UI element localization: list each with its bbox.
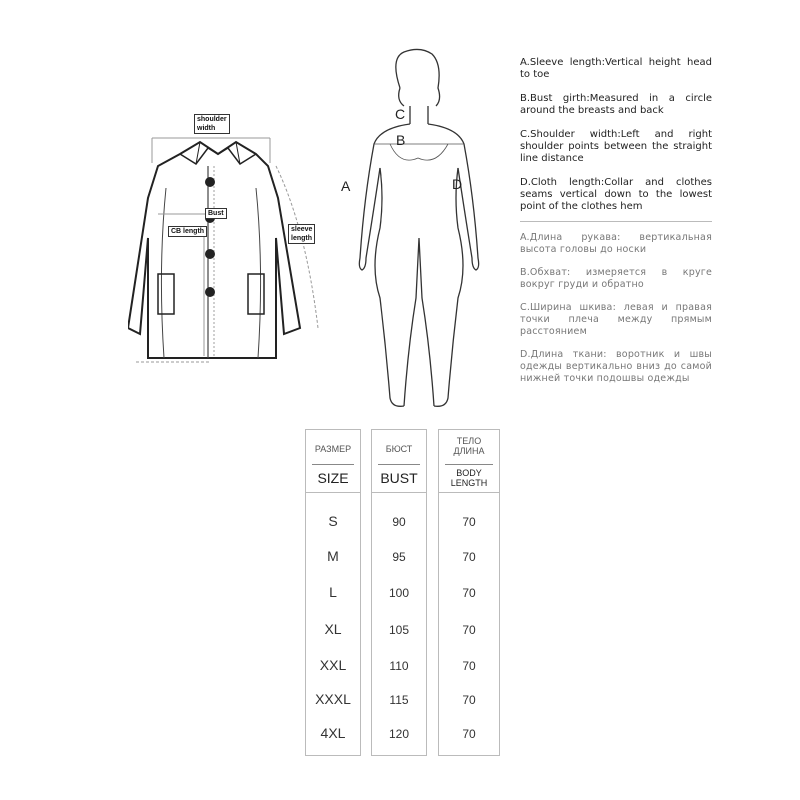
bust-cell: 95 — [392, 550, 406, 564]
size-cell: M — [327, 548, 339, 564]
bust-label: Bust — [205, 208, 227, 219]
length-cell: 70 — [462, 586, 476, 600]
bust-cell: 115 — [389, 693, 409, 707]
notes-russian — [520, 232, 712, 396]
length-cell: 70 — [462, 727, 476, 741]
bust-cell: 120 — [388, 727, 410, 741]
size-column — [305, 429, 361, 756]
length-cell: 70 — [462, 550, 476, 564]
size-cell: L — [329, 584, 337, 600]
header-divider — [439, 492, 499, 493]
bust-header-ru: БЮСТ — [385, 444, 413, 454]
length-cell: 70 — [462, 623, 476, 637]
length-cell: 70 — [462, 659, 476, 673]
body-length-column — [438, 429, 500, 756]
note-cloth-length: D.Cloth length:Collar and clothes seams vertical down to the lowest point of the clothes hem — [520, 177, 712, 212]
shoulder-width-label: shoulder width — [194, 114, 230, 134]
letter-d: D — [452, 176, 463, 192]
size-header-en: SIZE — [317, 470, 349, 486]
notes-english — [520, 57, 712, 225]
header-underline — [312, 464, 354, 465]
letter-c: C — [395, 106, 406, 122]
note-ru-bust: B.Обхват: измеряется в круге вокруг груди и обратно — [520, 267, 712, 290]
header-divider — [372, 492, 426, 493]
sleeve-length-label: sleeve length — [288, 224, 315, 244]
divider — [520, 221, 712, 222]
size-cell: 4XL — [320, 725, 346, 741]
size-cell: XXXL — [315, 691, 351, 707]
bust-cell: 105 — [388, 623, 410, 637]
bust-header-en: BUST — [380, 470, 418, 486]
cb-length-label: CB length — [168, 226, 207, 237]
coat-diagram — [128, 108, 328, 368]
length-cell: 70 — [462, 515, 476, 529]
bust-cell: 100 — [388, 586, 410, 600]
note-shoulder-width: C.Shoulder width:Left and right shoulder points between the straight line distance — [520, 129, 712, 164]
note-sleeve-length: A.Sleeve length:Vertical height head to toe — [520, 57, 712, 80]
letter-b: B — [396, 132, 406, 148]
letter-a: A — [341, 178, 351, 194]
size-cell: S — [328, 513, 338, 529]
body-figure — [340, 48, 500, 410]
length-cell: 70 — [462, 693, 476, 707]
length-header-en: BODY LENGTH — [450, 468, 488, 488]
header-underline — [445, 464, 493, 465]
bust-column — [371, 429, 427, 756]
length-header-ru: ТЕЛО ДЛИНА — [453, 436, 485, 456]
note-ru-length: D.Длина ткани: воротник и швы одежды вертикально вниз до самой нижней точки подошвы одежды — [520, 349, 712, 384]
bust-cell: 90 — [392, 515, 406, 529]
note-bust-girth: B.Bust girth:Measured in a circle around the breasts and back — [520, 93, 712, 116]
header-divider — [306, 492, 360, 493]
size-header-ru: РАЗМЕР — [314, 444, 352, 454]
note-ru-sleeve: A.Длина рукава: вертикальная высота головы до носки — [520, 232, 712, 255]
body-silhouette — [340, 48, 500, 410]
size-cell: XL — [324, 621, 342, 637]
bust-cell: 110 — [389, 659, 409, 673]
note-ru-shoulder: C.Ширина шкива: левая и правая точки плеча между прямым расстоянием — [520, 302, 712, 337]
header-underline — [378, 464, 420, 465]
size-cell: XXL — [319, 657, 347, 673]
